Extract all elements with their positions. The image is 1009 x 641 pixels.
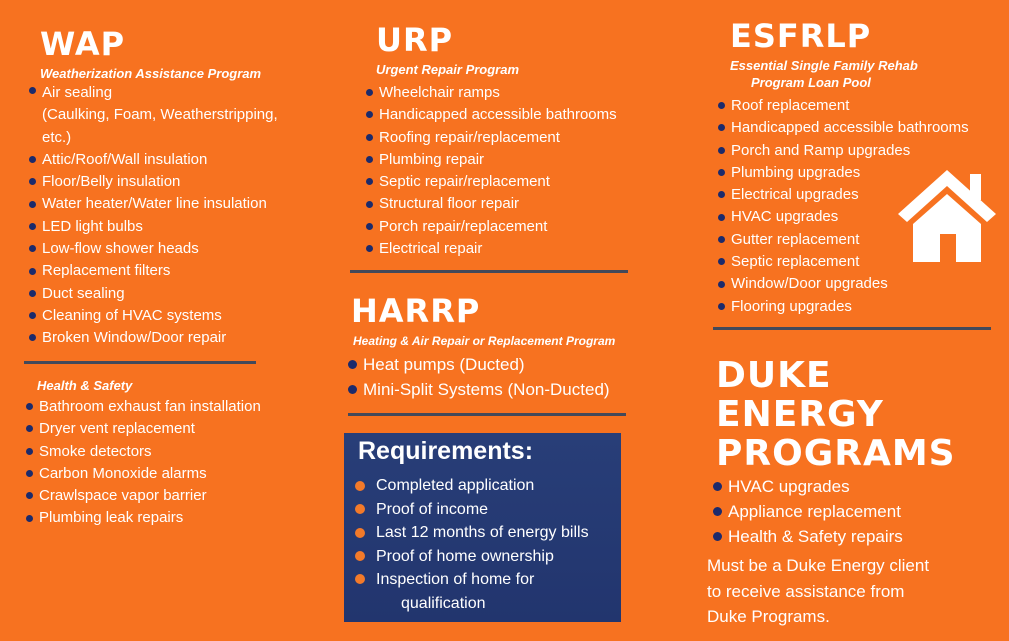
list-item: Health & Safety repairs — [713, 524, 993, 549]
duke-note: Must be a Duke Energy client to receive assistance from Duke Programs. — [707, 556, 930, 626]
list-item: Porch and Ramp upgrades — [718, 140, 988, 162]
duke-title-line3: PROGRAMS — [716, 433, 956, 474]
harrp-subtitle: Heating & Air Repair or Replacement Program — [353, 334, 616, 348]
wap-subtitle: Weatherization Assistance Program — [40, 66, 262, 81]
requirements-box — [344, 433, 621, 622]
list-item: Electrical upgrades — [718, 184, 988, 206]
list-item: Porch repair/replacement — [366, 216, 626, 238]
duke-title-line2: ENERGY — [716, 394, 884, 435]
house-icon — [896, 168, 998, 264]
list-item: Roofing repair/replacement — [366, 127, 626, 149]
list-item: Wheelchair ramps — [366, 82, 626, 104]
list-item: Water heater/Water line insulation — [29, 193, 299, 215]
list-item: Plumbing repair — [366, 149, 626, 171]
list-item: Inspection of home for qualification — [355, 568, 617, 615]
esfrlp-title: ESFRLP — [730, 17, 872, 55]
urp-list — [366, 82, 626, 260]
divider — [348, 413, 626, 416]
list-item: HVAC upgrades — [718, 206, 988, 228]
list-item: Crawlspace vapor barrier — [26, 485, 296, 507]
divider — [24, 361, 256, 364]
esfrlp-subtitle-line2: Program Loan Pool — [751, 75, 871, 90]
list-item: HVAC upgrades — [713, 474, 993, 499]
list-item: Appliance replacement — [713, 499, 993, 524]
list-item: Floor/Belly insulation — [29, 171, 299, 193]
divider — [713, 327, 991, 330]
harrp-list — [348, 352, 628, 402]
list-item: Duct sealing — [29, 283, 299, 305]
list-item: Low-flow shower heads — [29, 238, 299, 260]
list-item: Carbon Monoxide alarms — [26, 463, 296, 485]
list-item: Dryer vent replacement — [26, 418, 296, 440]
list-item: Proof of income — [355, 498, 617, 522]
list-item: Plumbing leak repairs — [26, 507, 296, 529]
list-item: Septic replacement — [718, 251, 988, 273]
list-item: Flooring upgrades — [718, 296, 988, 318]
list-item: Broken Window/Door repair — [29, 327, 299, 349]
list-item: Last 12 months of energy bills — [355, 521, 617, 545]
list-item: Air sealing (Caulking, Foam, Weatherstripping, etc.) — [29, 82, 299, 149]
requirements-list — [355, 474, 617, 615]
list-item: Bathroom exhaust fan installation — [26, 396, 296, 418]
list-item: Attic/Roof/Wall insulation — [29, 149, 299, 171]
list-item: Heat pumps (Ducted) — [348, 352, 628, 377]
requirements-title: Requirements: — [358, 437, 534, 465]
divider — [350, 270, 628, 273]
list-item: Completed application — [355, 474, 617, 498]
duke-list — [713, 474, 993, 549]
health-safety-subtitle: Health & Safety — [37, 378, 133, 393]
list-item: Septic repair/replacement — [366, 171, 626, 193]
urp-title: URP — [376, 21, 454, 59]
list-item: Handicapped accessible bathrooms — [718, 117, 988, 139]
list-item: Mini-Split Systems (Non-Ducted) — [348, 377, 628, 402]
list-item: Smoke detectors — [26, 441, 296, 463]
list-item: Roof replacement — [718, 95, 988, 117]
health-safety-list — [26, 396, 296, 530]
wap-title: WAP — [40, 25, 126, 63]
list-item: Gutter replacement — [718, 229, 988, 251]
list-item: Electrical repair — [366, 238, 626, 260]
list-item: Plumbing upgrades — [718, 162, 988, 184]
duke-title-line1: DUKE — [716, 355, 832, 396]
harrp-title: HARRP — [351, 292, 481, 330]
list-item: Cleaning of HVAC systems — [29, 305, 299, 327]
list-item: Structural floor repair — [366, 193, 626, 215]
list-item: Replacement filters — [29, 260, 299, 282]
wap-list — [29, 82, 299, 350]
list-item: Proof of home ownership — [355, 545, 617, 569]
esfrlp-subtitle-line1: Essential Single Family Rehab — [730, 58, 918, 73]
list-item: Window/Door upgrades — [718, 273, 988, 295]
list-item: LED light bulbs — [29, 216, 299, 238]
urp-subtitle: Urgent Repair Program — [376, 62, 520, 77]
list-item: Handicapped accessible bathrooms — [366, 104, 626, 126]
